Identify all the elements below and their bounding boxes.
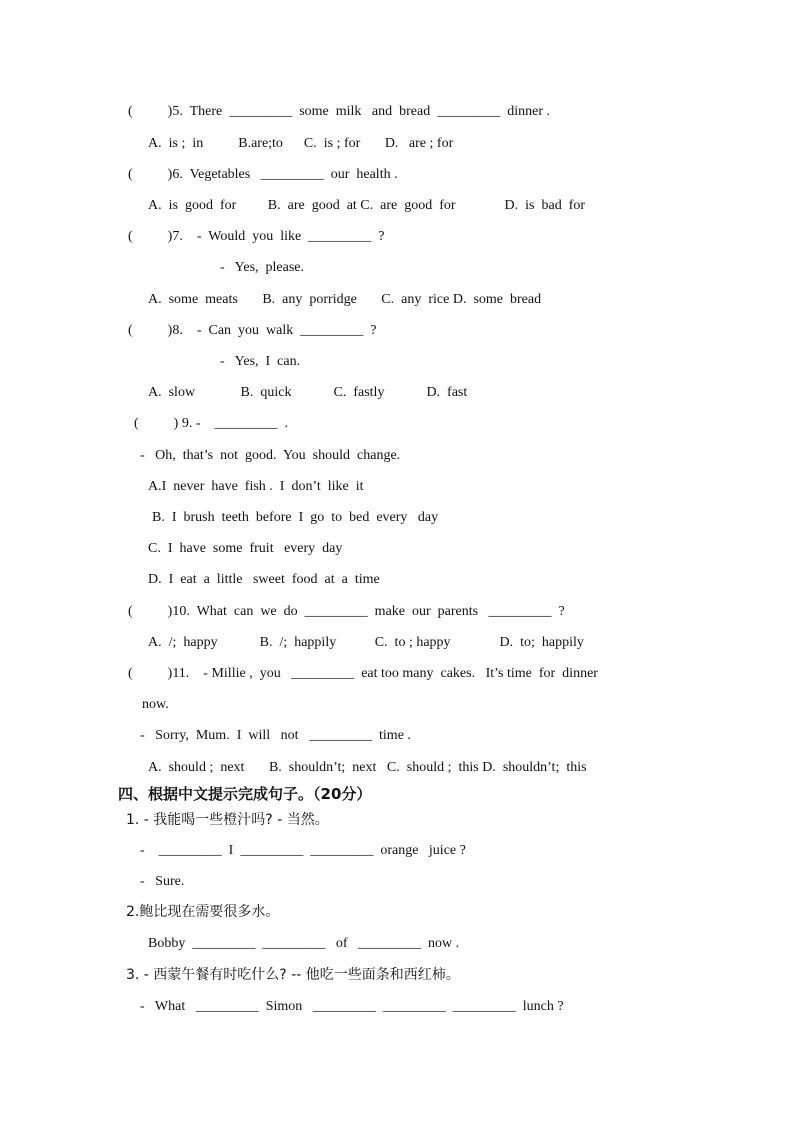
question-6-options: A. is good for B. are good at C. are good for D. is bad for [148,198,586,213]
question-5: ( )5. There _________ some milk and bread _________ dinner . [128,104,551,119]
question-7: ( )7. - Would you like _________ ? [128,229,385,244]
question-9-option-d: D. I eat a little sweet food at a time [148,572,380,587]
question-8-options: A. slow B. quick C. fastly D. fast [148,385,468,400]
question-7-options: A. some meats B. any porridge C. any rice D. some bread [148,292,542,307]
question-10-options: A. /; happy B. /; happily C. to ; happy D. to; happily [148,635,584,650]
sentence-3-english: - What _________ Simon _________ _________ _________ lunch ? [140,999,564,1014]
question-9-reply: - Oh, that’s not good. You should change. [140,448,401,463]
question-9-option-a: A.I never have fish . I don’t like it [148,479,364,494]
sentence-2-english: Bobby _________ _________ of _________ now . [148,936,460,951]
question-5-options: A. is ; in B.are;to C. is ; for D. are ; for [148,136,454,151]
sentence-3-chinese: 3. - 西蒙午餐有时吃什么? -- 他吃一些面条和西红柿。 [126,967,460,983]
question-9-option-c: C. I have some fruit every day [148,541,343,556]
question-11-options: A. should ; next B. shouldn’t; next C. should ; this D. shouldn’t; this [148,760,587,775]
question-11-reply: - Sorry, Mum. I will not _________ time . [140,728,411,743]
question-7-reply: - Yes, please. [220,260,304,275]
sentence-2-chinese: 2.鲍比现在需要很多水。 [126,904,280,920]
question-8: ( )8. - Can you walk _________ ? [128,323,377,338]
sentence-1-reply: - Sure. [140,874,185,889]
question-11-continued: now. [142,697,169,712]
question-9: ( ) 9. - _________ . [134,416,288,431]
question-9-option-b: B. I brush teeth before I go to bed every day [152,510,439,525]
question-11: ( )11. - Millie , you _________ eat too many cakes. It’s time for dinner [128,666,598,681]
sentence-1-english: - _________ I _________ _________ orange juice ? [140,843,466,858]
question-8-reply: - Yes, I can. [220,354,301,369]
sentence-1-chinese: 1. - 我能喝一些橙汁吗? - 当然。 [126,812,329,828]
section-4-heading: 四、根据中文提示完成句子。（20分） [118,785,372,803]
question-10: ( )10. What can we do _________ make our parents _________ ? [128,604,565,619]
question-6: ( )6. Vegetables _________ our health . [128,167,398,182]
